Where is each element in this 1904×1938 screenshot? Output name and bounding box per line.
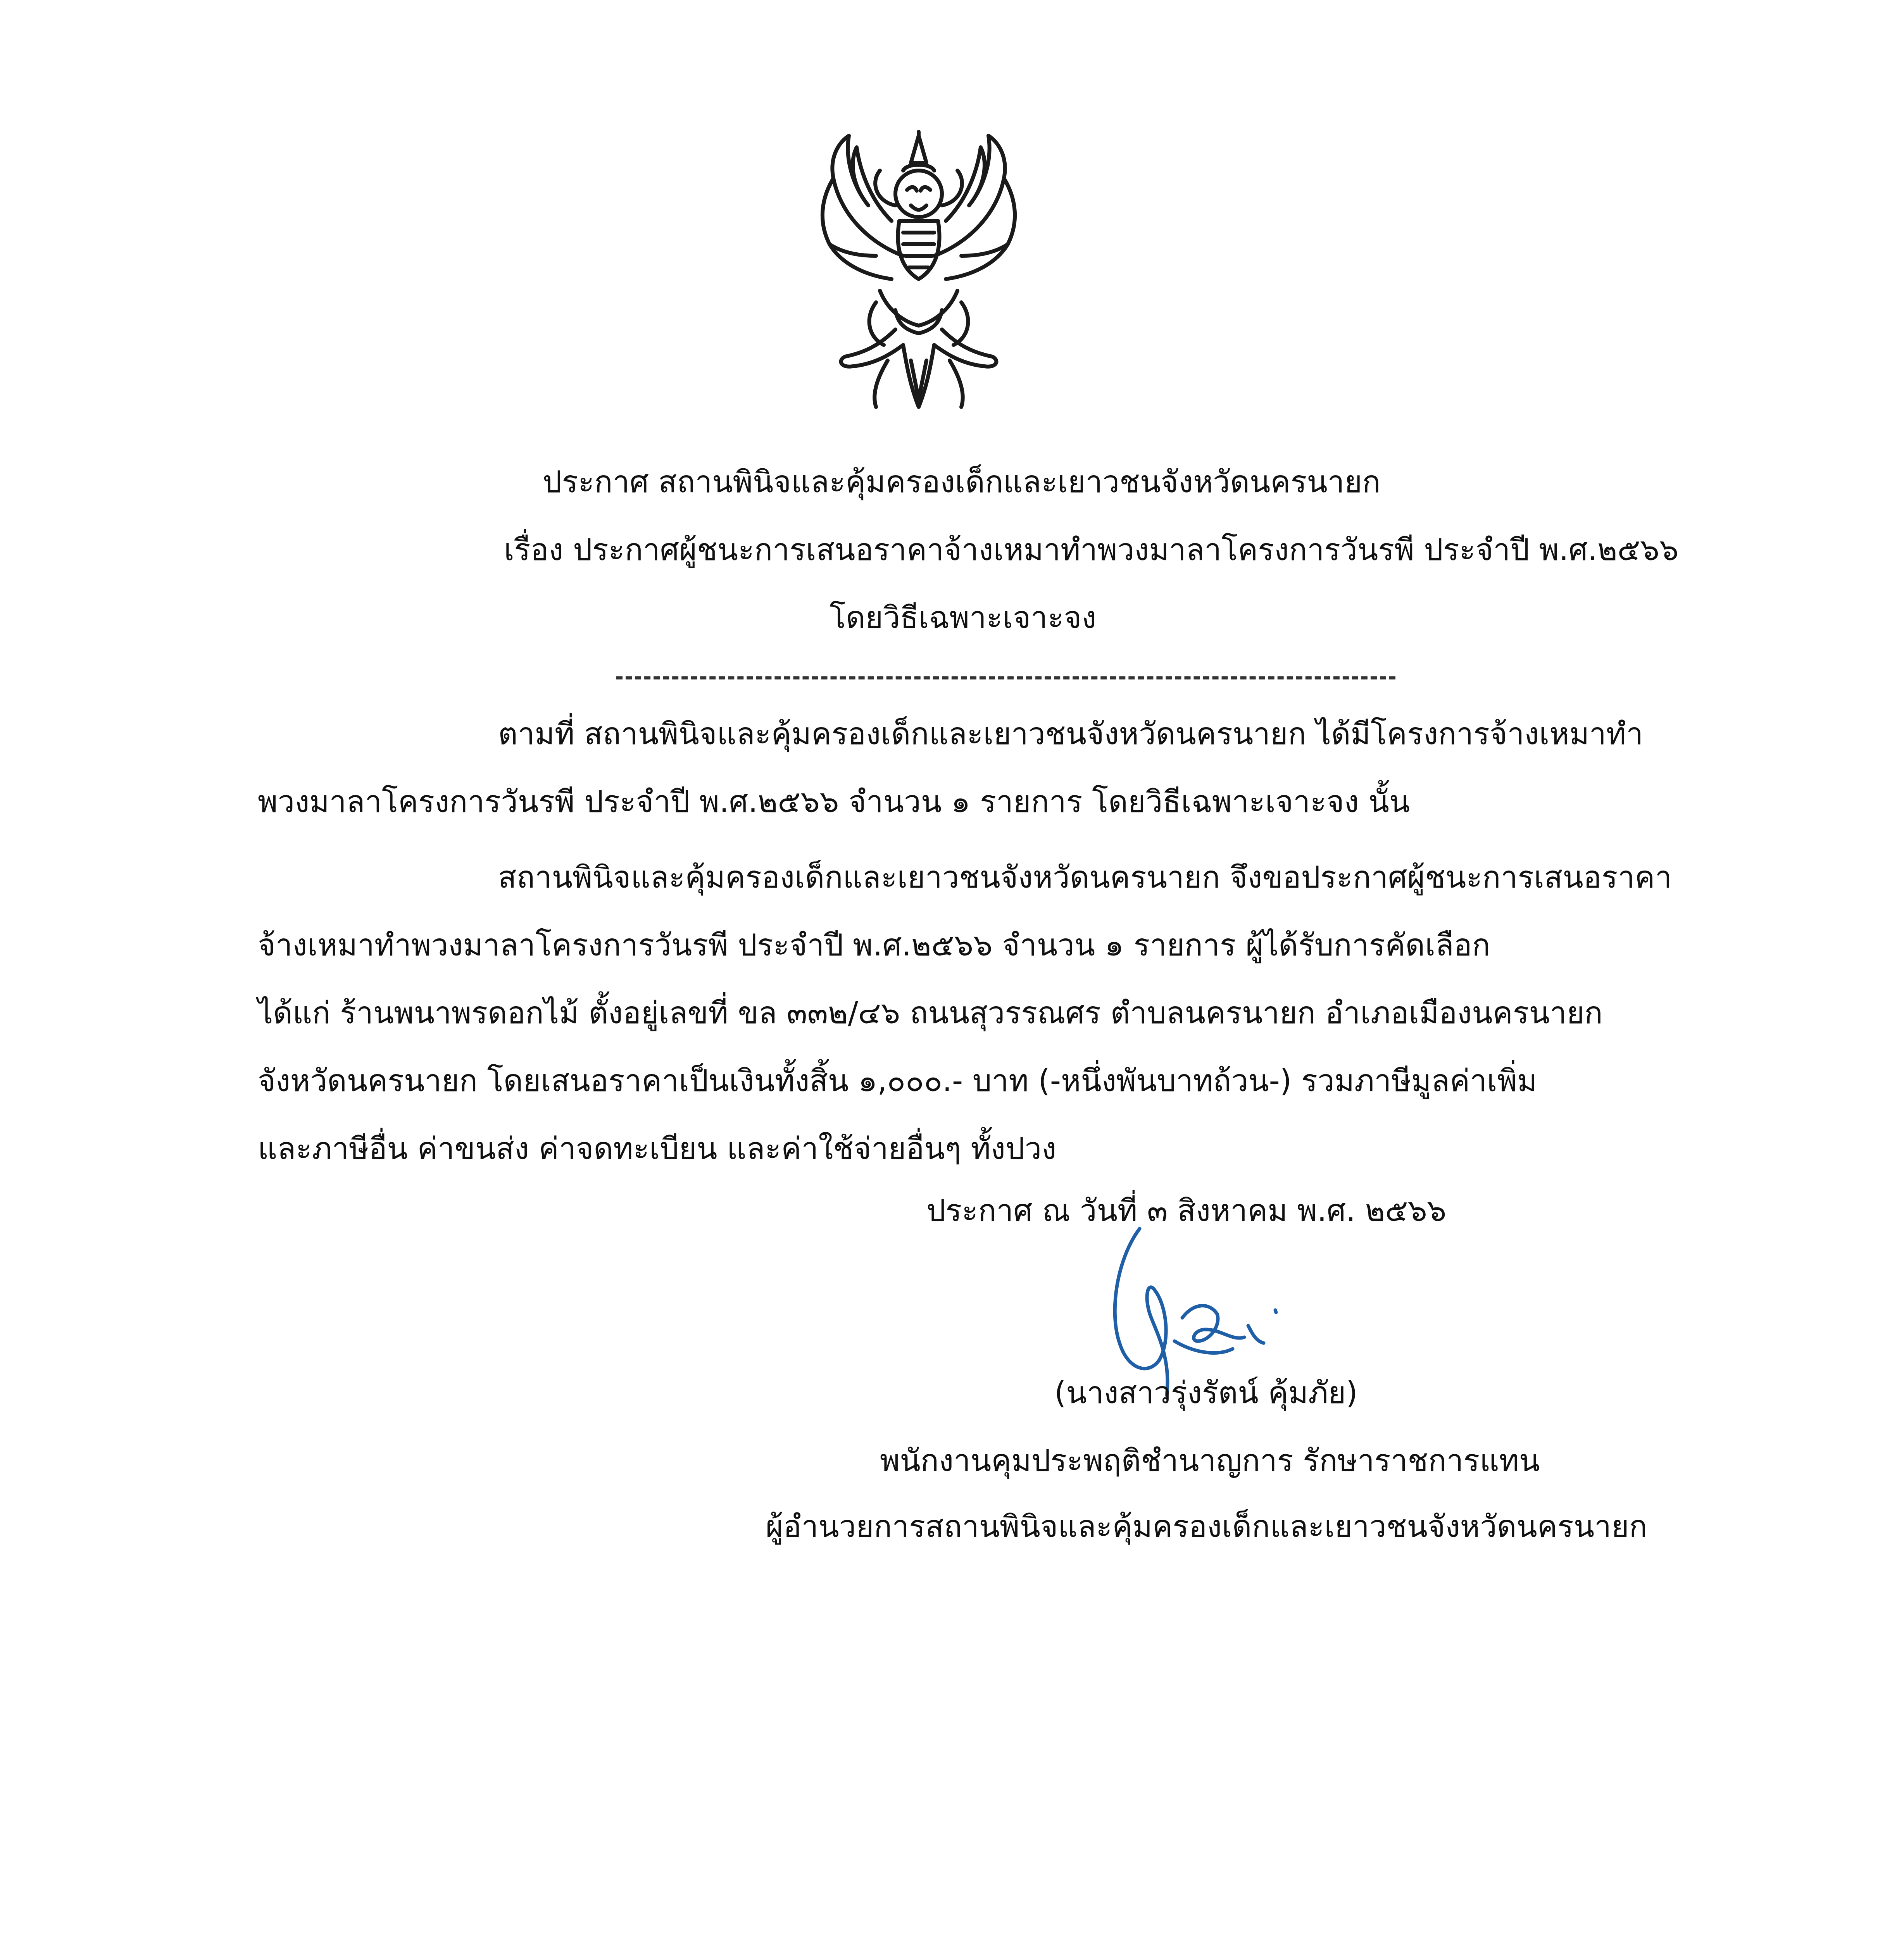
paragraph-2-line-2: จ้างเหมาทำพวงมาลาโครงการวันรพี ประจำปี พ.ศ.๒๕๖๖ จำนวน ๑ รายการ ผู้ได้รับการคัดเลือก [258,928,1490,963]
paragraph-2-line-3: ได้แก่ ร้านพนาพรดอกไม้ ตั้งอยู่เลขที่ ขล ๓๓๒/๔๖ ถนนสุวรรณศร ตำบลนครนายก อำเภอเมืองนครนายก [258,996,1603,1031]
garuda-emblem-icon [787,128,1050,415]
signatory-name: (นางสาวรุ่งรัตน์ คุ้มภัย) [1054,1376,1358,1410]
paragraph-1-line-1: ตามที่ สถานพินิจและคุ้มครองเด็กและเยาวชนจังหวัดนครนายก ได้มีโครงการจ้างเหมาทำ [498,717,1644,752]
dashed-divider [616,676,1395,679]
paragraph-2-line-1: สถานพินิจและคุ้มครองเด็กและเยาวชนจังหวัดนครนายก จึงขอประกาศผู้ชนะการเสนอราคา [498,860,1672,895]
paragraph-1-line-2: พวงมาลาโครงการวันรพี ประจำปี พ.ศ.๒๕๖๖ จำนวน ๑ รายการ โดยวิธีเฉพาะเจาะจง นั้น [258,785,1410,819]
document-subject-line-2: โดยวิธีเฉพาะเจาะจง [830,600,1097,635]
document-subject-line-1: เรื่อง ประกาศผู้ชนะการเสนอราคาจ้างเหมาทำพวงมาลาโครงการวันรพี ประจำปี พ.ศ.๒๕๖๖ [504,533,1679,567]
paragraph-2-line-4: จังหวัดนครนายก โดยเสนอราคาเป็นเงินทั้งสิ้น ๑,๐๐๐.- บาท (-หนึ่งพันบาทถ้วน-) รวมภาษีมูลค่าเพิ่ม [258,1064,1537,1098]
signatory-position-1: พนักงานคุมประพฤติชำนาญการ รักษาราชการแทน [880,1443,1540,1478]
paragraph-2-line-5: และภาษีอื่น ค่าขนส่ง ค่าจดทะเบียน และค่าใช้จ่ายอื่นๆ ทั้งปวง [258,1131,1057,1166]
announcement-date: ประกาศ ณ วันที่ ๓ สิงหาคม พ.ศ. ๒๕๖๖ [926,1193,1447,1228]
document-title: ประกาศ สถานพินิจและคุ้มครองเด็กและเยาวชนจังหวัดนครนายก [543,465,1381,500]
signatory-position-2: ผู้อำนวยการสถานพินิจและคุ้มครองเด็กและเยาวชนจังหวัดนครนายก [766,1509,1647,1544]
